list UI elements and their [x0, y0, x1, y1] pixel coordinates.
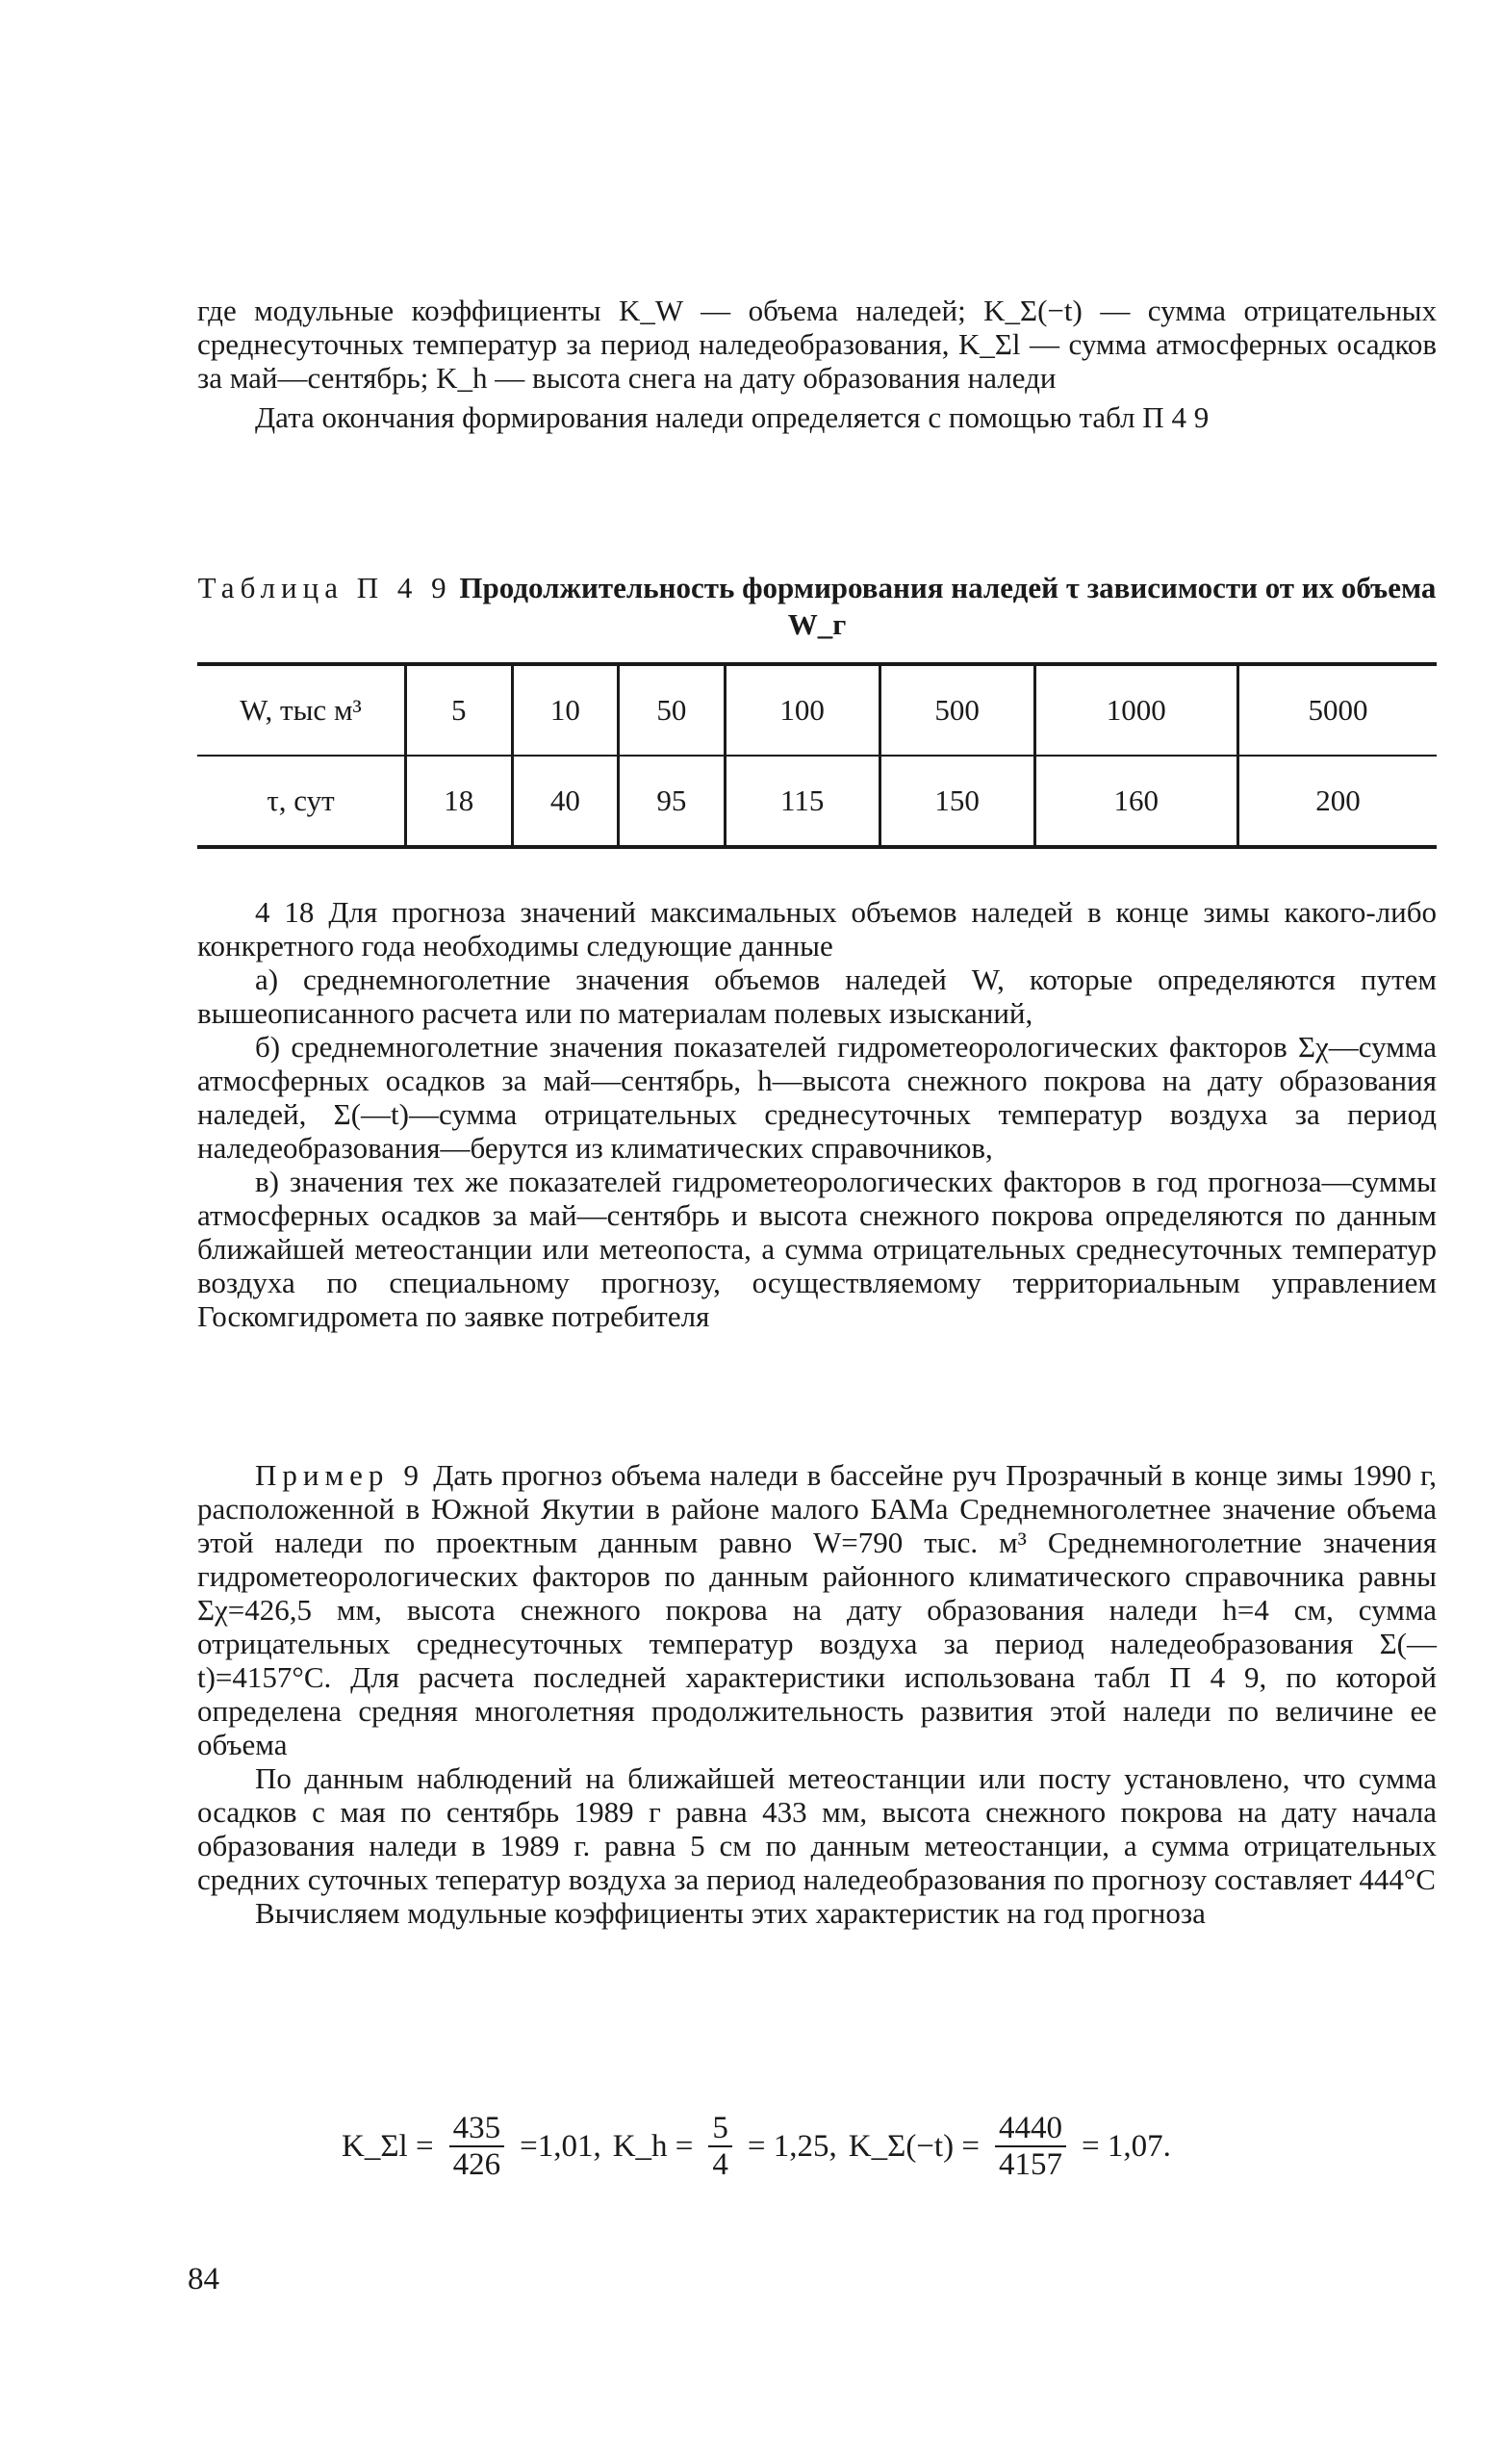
table-cell: 50: [619, 664, 726, 756]
table-cell: 150: [879, 756, 1034, 847]
section-paragraph: 4 18 Для прогноза значений максимальных объемов наледей в конце зимы какого-либо конкретного года необходимы следующие данные: [197, 895, 1437, 962]
fraction-denominator: 426: [452, 2147, 501, 2182]
table-reference-paragraph: Дата окончания формирования наледи определяется с помощью табл П 4 9: [255, 400, 1210, 434]
table-cell: 95: [619, 756, 726, 847]
table-cell: 160: [1034, 756, 1237, 847]
page-number: 84: [188, 2262, 219, 2297]
table-caption-title: Продолжительность формирования наледей τ зависимости от их объема W_г: [459, 571, 1437, 641]
coefficient-formula: [342, 2108, 1304, 2185]
fraction: [449, 2111, 505, 2182]
fraction: [995, 2111, 1066, 2182]
section-block: [197, 895, 1437, 1333]
list-item-c: в) значения тех же показателей гидрометеорологических факторов в год прогноза—суммы атмосферных осадков за май—сентябрь и высота снежного покрова определяются по данным ближайшей метеостанции или метеопоста, а сумма отрицательных среднесуточных температур воздуха по специальному прогнозу, осуществляемому территориальным управлением Госкомгидромета по заявке потребителя: [197, 1165, 1437, 1333]
table-row-head: W, тыс м³: [197, 664, 406, 756]
list-item-a: а) среднемноголетние значения объемов наледей W, которые определяются путем вышеописанного расчета или по материалам полевых изысканий,: [197, 962, 1437, 1030]
fraction-numerator: 435: [449, 2111, 505, 2147]
table-caption-prefix: Таблица П 4 9: [197, 571, 452, 604]
example-label: Пример 9: [255, 1458, 425, 1492]
table-cell: 18: [406, 756, 513, 847]
fraction: [708, 2111, 732, 2182]
table-cell: 115: [725, 756, 879, 847]
intro-paragraph: где модульные коэффициенты K_W — объема наледей; K_Σ(−t) — сумма отрицательных среднесуточных температур за период наледеобразования, K_Σl — сумма атмосферных осадков за май—сентябрь; K_h — высота снега на дату образования наледи: [197, 294, 1437, 395]
compute-paragraph: Вычисляем модульные коэффициенты этих характеристик на год прогноза: [255, 1896, 1206, 1930]
table-cell: 1000: [1034, 664, 1237, 756]
table-caption: [197, 570, 1437, 643]
example-paragraph: [197, 1458, 1437, 1761]
table-cell: 500: [879, 664, 1034, 756]
table-row: [197, 756, 1437, 847]
formula-k-temp: K_Σ(−t) =: [848, 2128, 980, 2164]
table-cell: 5000: [1237, 664, 1437, 756]
fraction-numerator: 4440: [995, 2111, 1066, 2147]
example-text: Дать прогноз объема наледи в бассейне руч Прозрачный в конце зимы 1990 г, расположенной в Южной Якутии в районе малого БАМа Среднемноголетнее значение объема этой наледи по проектным данным равно W=790 тыс. м³ Среднемноголетние значения гидрометеорологических факторов по данным районного климатического справочника равны Σχ=426,5 мм, высота снежного покрова на дату образования наледи h=4 см, сумма отрицательных среднесуточных температур воздуха за период наледеобразования Σ(—t)=4157°С. Для расчета последней характеристики использована табл П 4 9, по которой определена средняя многолетняя продолжительность развития этой наледи по величине ее объема: [197, 1458, 1438, 1761]
formula-k-snow: K_h =: [612, 2128, 694, 2164]
observations-paragraph: По данным наблюдений на ближайшей метеостанции или посту установлено, что сумма осадков с мая по сентябрь 1989 г равна 433 мм, высота снежного покрова на дату начала образования наледи в 1989 г. равна 5 см по данным метеостанции, а сумма отрицательных средних суточных теператур воздуха за период наледеобразования по прогнозу составляет 444°С: [197, 1761, 1437, 1896]
table-cell: 5: [406, 664, 513, 756]
formula-result: =1,01,: [520, 2128, 601, 2164]
table-cell: 40: [512, 756, 619, 847]
formula-result: = 1,07.: [1081, 2128, 1171, 2164]
formula-result: = 1,25,: [747, 2128, 837, 2164]
table-cell: 100: [725, 664, 879, 756]
freeze-duration-table: [197, 662, 1437, 849]
table-row: [197, 664, 1437, 756]
list-item-b: б) среднемноголетние значения показателей гидрометеорологических факторов Σχ—сумма атмосферных осадков за май—сентябрь, h—высота снежного покрова на дату образования наледей, Σ(—t)—сумма отрицательных среднесуточных температур воздуха за период наледеобразования—берутся из климатических справочников,: [197, 1030, 1437, 1165]
fraction-denominator: 4157: [998, 2147, 1062, 2182]
table-cell: 10: [512, 664, 619, 756]
example-block: [197, 1458, 1437, 1930]
fraction-denominator: 4: [712, 2147, 728, 2182]
table-row-head: τ, сут: [267, 783, 335, 817]
formula-k-precip: K_Σl =: [342, 2128, 434, 2164]
fraction-numerator: 5: [708, 2111, 732, 2147]
intro-block: [197, 294, 1437, 434]
table-cell: 200: [1237, 756, 1437, 847]
